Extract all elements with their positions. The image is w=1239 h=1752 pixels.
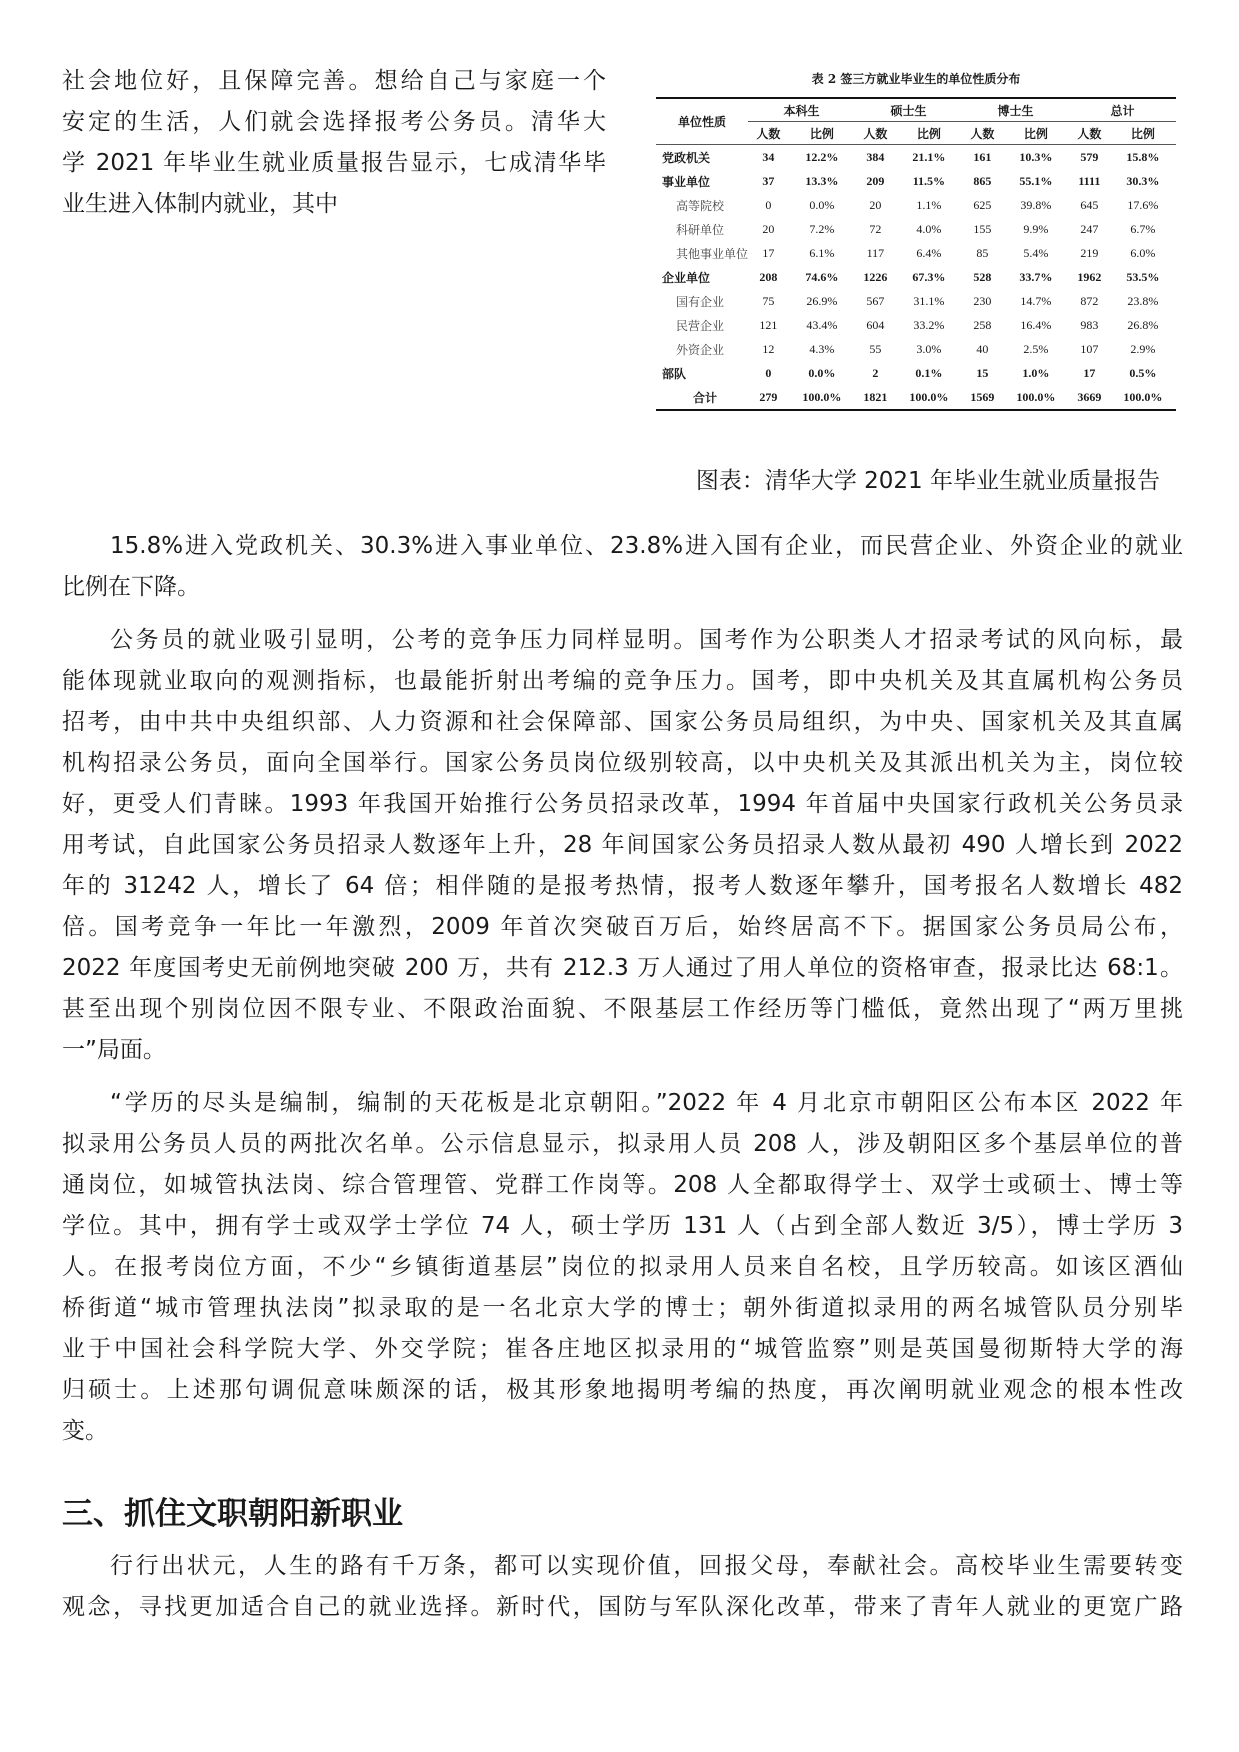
row-name: 高等院校 [676,198,725,213]
table-cell: 15.8% [1126,149,1160,164]
row-name: 国有企业 [676,294,725,309]
table-cell: 230 [973,293,992,308]
employment-table [656,97,1176,411]
text-line: 桥街道“城市管理执法岗”拟录取的是一名北京大学的博士；朝外街道拟录用的两名城管队员分别毕 [62,1295,1183,1321]
row-name: 外资企业 [676,342,725,357]
table-cell: 6.7% [1130,221,1156,236]
table-row [656,385,1176,410]
table-cell: 384 [866,149,885,164]
text-line: 业生进入体制内就业，其中 [62,191,338,217]
sub-header: 人数 [962,122,1003,145]
text-line: 学 2021 年毕业生就业质量报告显示，七成清华毕 [62,150,606,176]
group-header: 总计 [1069,98,1176,122]
sub-header: 比例 [896,122,962,145]
table-cell: 1569 [962,385,1003,410]
sub-header: 人数 [748,122,789,145]
table-cell: 14.7% [1020,293,1052,308]
text-line: 甚至出现个别岗位因不限专业、不限政治面貌、不限基层工作经历等门槛低，竟然出现了“两万里挑 [62,996,1183,1022]
table-cell: 23.8% [1127,293,1159,308]
table-cell: 12.2% [805,149,839,164]
table-cell: 4.3% [809,341,835,356]
table-row [656,193,1176,217]
table-cell: 100.0% [896,385,962,410]
table-cell: 12 [762,341,775,356]
group-header: 硕士生 [855,98,962,122]
table-cell: 6.0% [1130,245,1156,260]
table-cell: 1962 [1077,269,1102,284]
table-cell: 247 [1080,221,1099,236]
text-line: 观念，寻找更加适合自己的就业选择。新时代，国防与军队深化改革，带来了青年人就业的更宽广路 [62,1594,1183,1620]
paragraph [62,620,1183,1071]
table-cell: 26.8% [1127,317,1159,332]
table-row [656,145,1176,170]
text-line: 一”局面。 [62,1037,166,1063]
table-cell: 161 [973,149,992,164]
sub-header: 比例 [1003,122,1069,145]
table-cell: 258 [973,317,992,332]
table-title: 表 2 签三方就业毕业生的单位性质分布 [811,72,1021,86]
table-cell: 17 [1083,365,1096,380]
text-line: 比例在下降。 [62,574,200,600]
row-name: 科研单位 [676,222,725,237]
row-header: 单位性质 [656,98,748,145]
table-cell: 15 [976,365,989,380]
text-line: 人。在报考岗位方面，不少“乡镇街道基层”岗位的拟录用人员来自名校，且学历较高。如该区酒仙 [62,1254,1183,1280]
table-cell: 43.4% [806,317,838,332]
table-cell: 625 [973,197,992,212]
row-name: 其他事业单位 [676,246,749,261]
table-cell: 3.0% [916,341,942,356]
table-row [656,217,1176,241]
table-cell: 74.6% [805,269,839,284]
sub-header: 人数 [1069,122,1110,145]
text-line: 能体现就业取向的观测指标，也最能折射出考编的竞争压力。国考，即中央机关及其直属机构公务员 [62,668,1183,694]
row-name: 合计 [656,385,748,410]
text-line: 倍。国考竞争一年比一年激烈，2009 年首次突破百万后，始终居高不下。据国家公务员局公布， [62,914,1183,940]
group-header: 本科生 [748,98,855,122]
table-row [656,241,1176,265]
table-cell: 579 [1080,149,1099,164]
text-line: 安定的生活，人们就会选择报考公务员。清华大 [62,109,606,135]
table-cell: 2.9% [1130,341,1156,356]
table-cell: 983 [1080,317,1099,332]
table-cell: 75 [762,293,775,308]
table-row [656,337,1176,361]
table-cell: 7.2% [809,221,835,236]
table-cell: 17 [762,245,775,260]
table-cell: 1.0% [1022,365,1050,380]
table-cell: 279 [748,385,789,410]
table-cell: 567 [866,293,885,308]
row-name: 企业单位 [662,270,711,285]
sub-header: 人数 [855,122,896,145]
table-row [656,313,1176,337]
table-cell: 55.1% [1019,173,1053,188]
table-cell: 645 [1080,197,1099,212]
table-cell: 26.9% [806,293,838,308]
table-cell: 0 [765,365,772,380]
table-cell: 31.1% [913,293,945,308]
text-line: 社会地位好，且保障完善。想给自己与家庭一个 [62,68,606,94]
table-cell: 67.3% [912,269,946,284]
table-cell: 17.6% [1127,197,1159,212]
text-line: 好，更受人们青睐。1993 年我国开始推行公务员招录改革，1994 年首届中央国家行政机关公务员录 [62,791,1183,817]
left-column-text [62,61,606,225]
text-line: 公务员的就业吸引显明，公考的竞争压力同样显明。国考作为公职类人才招录考试的风向标，最 [110,627,1183,653]
table-cell: 155 [973,221,992,236]
table-cell: 100.0% [1003,385,1069,410]
text-line: 机构招录公务员，面向全国举行。国家公务员岗位级别较高，以中央机关及其派出机关为主，岗位较 [62,750,1183,776]
row-name: 事业单位 [662,174,711,189]
table-cell: 1226 [863,269,888,284]
table-cell: 1.1% [916,197,942,212]
table-cell: 107 [1080,341,1099,356]
table-cell: 72 [869,221,882,236]
table-row [656,289,1176,313]
text-line: 用考试，自此国家公务员招录人数逐年上升，28 年间国家公务员招录人数从最初 490 人增长到 2022 [62,832,1183,858]
table-row [656,265,1176,289]
text-line: 15.8%进入党政机关、30.3%进入事业单位、23.8%进入国有企业，而民营企业、外资企业的就业 [110,533,1183,559]
table-cell: 604 [866,317,885,332]
table-row [656,361,1176,385]
table-cell: 0.0% [809,197,835,212]
table-cell: 20 [869,197,882,212]
paragraph [62,1546,1183,1628]
table-cell: 2 [872,365,879,380]
text-line: 归硕士。上述那句调侃意味颇深的话，极其形象地揭明考编的热度，再次阐明就业观念的根本性改 [62,1377,1183,1403]
table-cell: 0.1% [915,365,943,380]
table-cell: 0.0% [808,365,836,380]
table-cell: 37 [762,173,775,188]
row-name: 民营企业 [676,318,725,333]
table-cell: 55 [869,341,882,356]
table-cell: 1111 [1078,173,1101,188]
table-cell: 4.0% [916,221,942,236]
table-cell: 100.0% [1110,385,1176,410]
sub-header: 比例 [789,122,855,145]
table-cell: 6.4% [916,245,942,260]
table-cell: 33.2% [913,317,945,332]
figure-caption: 图表：清华大学 2021 年毕业生就业质量报告 [695,468,1160,494]
row-name: 党政机关 [662,150,711,165]
table-cell: 208 [759,269,778,284]
text-line: 拟录用公务员人员的两批次名单。公示信息显示，拟录用人员 208 人，涉及朝阳区多个基层单位的普 [62,1131,1183,1157]
table-cell: 117 [866,245,885,260]
row-name: 部队 [662,366,687,381]
table-row [656,169,1176,193]
table-cell: 34 [762,149,775,164]
table-cell: 21.1% [912,149,946,164]
group-header: 博士生 [962,98,1069,122]
text-line: 2022 年度国考史无前例地突破 200 万，共有 212.3 万人通过了用人单位的资格审查，报录比达 68:1。 [62,955,1183,981]
table-cell: 0 [765,197,772,212]
table-cell: 1821 [855,385,896,410]
table-cell: 11.5% [912,173,946,188]
text-line: 变。 [62,1418,108,1444]
table-cell: 5.4% [1023,245,1049,260]
text-line: 招考，由中共中央组织部、人力资源和社会保障部、国家公务员局组织，为中央、国家机关及其直属 [62,709,1183,735]
text-line: “学历的尽头是编制，编制的天花板是北京朝阳。”2022 年 4 月北京市朝阳区公布本区 2022 年 [110,1090,1183,1116]
table-cell: 39.8% [1020,197,1052,212]
table-cell: 85 [976,245,989,260]
table-cell: 100.0% [789,385,855,410]
table-cell: 20 [762,221,775,236]
table-cell: 865 [973,173,992,188]
text-line: 通岗位，如城管执法岗、综合管理管、党群工作岗等。208 人全都取得学士、双学士或硕士、博士等 [62,1172,1183,1198]
table-cell: 528 [973,269,992,284]
text-line: 业于中国社会科学院大学、外交学院；崔各庄地区拟录用的“城管监察”则是英国曼彻斯特大学的海 [62,1336,1183,1362]
table-cell: 30.3% [1126,173,1160,188]
paragraph [62,526,1183,608]
table-cell: 53.5% [1126,269,1160,284]
table-cell: 209 [866,173,885,188]
table-cell: 9.9% [1023,221,1049,236]
table-cell: 40 [976,341,989,356]
table-cell: 0.5% [1129,365,1157,380]
text-line: 行行出状元，人生的路有千万条，都可以实现价值，回报父母，奉献社会。高校毕业生需要转变 [110,1553,1183,1579]
table-cell: 121 [759,317,778,332]
table-cell: 2.5% [1023,341,1049,356]
table-cell: 13.3% [805,173,839,188]
text-line: 年的 31242 人，增长了 64 倍；相伴随的是报考热情，报考人数逐年攀升，国考报名人数增长 482 [62,873,1183,899]
table-cell: 16.4% [1020,317,1052,332]
paragraph [62,1083,1183,1452]
table-cell: 6.1% [809,245,835,260]
table-cell: 872 [1080,293,1099,308]
text-line: 学位。其中，拥有学士或双学士学位 74 人，硕士学历 131 人（占到全部人数近 3/5），博士学历 3 [62,1213,1183,1239]
table-cell: 10.3% [1019,149,1053,164]
table-cell: 3669 [1069,385,1110,410]
table-cell: 33.7% [1019,269,1053,284]
sub-header: 比例 [1110,122,1176,145]
section-heading: 三、抓住文职朝阳新职业 [62,1496,403,1532]
table-cell: 219 [1080,245,1099,260]
